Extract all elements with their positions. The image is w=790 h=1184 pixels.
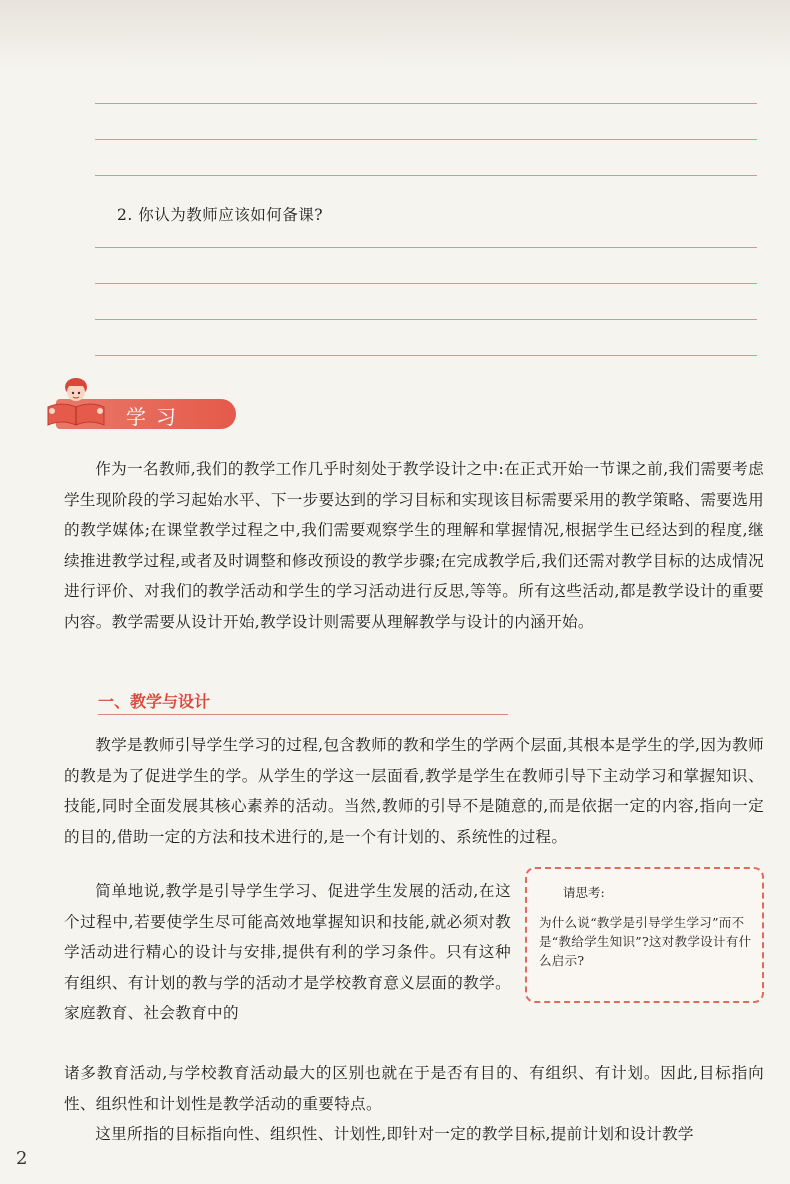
think-prompt-body: 为什么说“教学是引导学生学习”而不是“教给学生知识”?这对教学设计有什么启示? bbox=[539, 915, 752, 968]
section-heading-underline bbox=[98, 714, 508, 715]
discussion-question: 2. 你认为教师应该如何备课? bbox=[117, 206, 324, 224]
section-heading: 一、教学与设计 bbox=[98, 692, 211, 711]
student-reading-book-icon bbox=[40, 377, 120, 437]
writing-line bbox=[95, 319, 757, 320]
banner-label: 学习 bbox=[126, 405, 186, 429]
page-top-shadow bbox=[0, 0, 790, 70]
writing-line bbox=[95, 103, 757, 104]
intro-paragraph: 作为一名教师,我们的教学工作几乎时刻处于教学设计之中:在正式开始一节课之前,我们需要考虑学生现阶段的学习起始水平、下一步要达到的学习目标和实现该目标需要采用的教学策略、需要选用的教学媒体;在课堂教学过程之中,我们需要观察学生的理解和掌握情况,根据学生已经达到的程度,继续推进教学过程,或者及时调整和修改预设的教学步骤;在完成教学后,我们还需对教学目标的达成情况进行评价、对我们的教学活动和学生的学习活动进行反思,等等。所有这些活动,都是教学设计的重要内容。教学需要从设计开始,教学设计则需要从理解教学与设计的内涵开始。 bbox=[64, 460, 764, 631]
writing-line bbox=[95, 247, 757, 248]
body-paragraph-3: 这里所指的目标指向性、组织性、计划性,即针对一定的教学目标,提前计划和设计教学 bbox=[95, 1125, 694, 1143]
writing-line bbox=[95, 139, 757, 140]
body-paragraph-2-continued: 诸多教育活动,与学校教育活动最大的区别也就在于是否有目的、有组织、有计划。因此,目标指向性、组织性和计划性是教学活动的重要特点。 bbox=[64, 1064, 764, 1113]
body-paragraph-1: 教学是教师引导学生学习的过程,包含教师的教和学生的学两个层面,其根本是学生的学,因为教师的教是为了促进学生的学。从学生的学这一层面看,教学是学生在教师引导下主动学习和掌握知识、技能,同时全面发展其核心素养的活动。当然,教师的引导不是随意的,而是依据一定的内容,指向一定的目的,借助一定的方法和技术进行的,是一个有计划的、系统性的过程。 bbox=[64, 736, 764, 846]
page-number: 2 bbox=[16, 1148, 28, 1169]
think-prompt-box bbox=[525, 867, 764, 1003]
think-prompt-title: 请思考: bbox=[563, 885, 605, 900]
writing-line bbox=[95, 355, 757, 356]
study-section-banner bbox=[40, 377, 250, 437]
writing-line bbox=[95, 283, 757, 284]
body-paragraph-2-wrapped: 简单地说,教学是引导学生学习、促进学生发展的活动,在这个过程中,若要使学生尽可能高效地掌握知识和技能,就必须对教学活动进行精心的设计与安排,提供有利的学习条件。只有这种有组织、有计划的教与学的活动才是学校教育意义层面的教学。家庭教育、社会教育中的 bbox=[64, 882, 511, 1022]
writing-line bbox=[95, 175, 757, 176]
